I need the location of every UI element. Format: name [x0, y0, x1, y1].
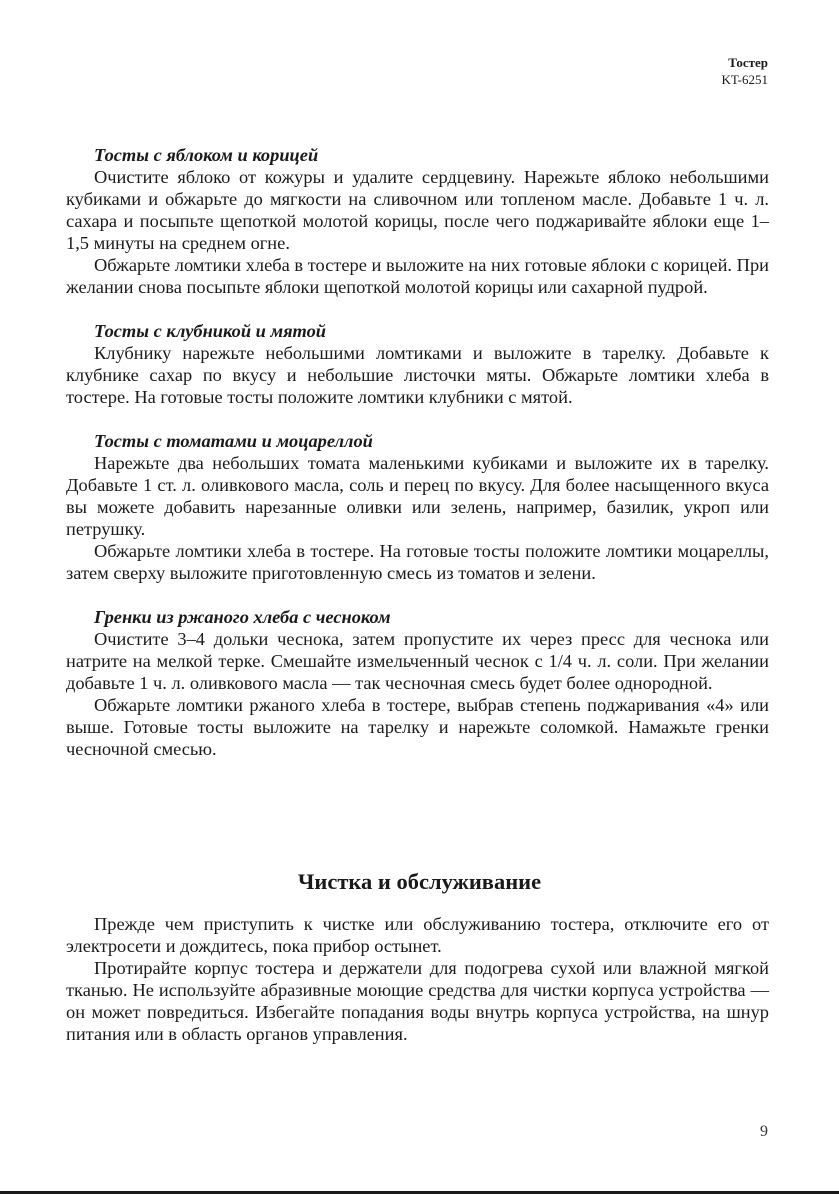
page-header [722, 54, 768, 88]
recipe-paragraph: Обжарьте ломтики хлеба в тостере. На готовые тосты положите ломтики моцареллы, затем сверху выложите приготовленную смесь из томатов и зелени. [66, 541, 769, 583]
section-paragraph: Протирайте корпус тостера и держатели для подогрева сухой или влажной мягкой тканью. Не используйте абразивные моющие средства для чистки корпуса устройства — он может повредиться. Избегайте попадания воды внутрь корпуса устройства, на шнур питания или в область органов управления. [66, 958, 769, 1044]
page-number: 9 [760, 1123, 768, 1140]
section-paragraph: Прежде чем приступить к чистке или обслуживанию тостера, отключите его от электросети и дождитесь, пока прибор остынет. [66, 914, 769, 956]
recipe-rye-garlic-croutons [66, 606, 769, 760]
recipe-strawberry-mint [66, 320, 769, 408]
recipe-title: Тосты с клубникой и мятой [94, 321, 327, 341]
recipe-paragraph: Нарежьте два небольших томата маленькими кубиками и выложите их в тарелку. Добавьте 1 ст. л. оливкового масла, соль и перец по вкусу. Для более насыщенного вкуса вы можете добавить нарезанные оливки или зелень, например, базилик, укроп или петрушку. [66, 453, 769, 539]
recipe-apple-cinnamon [66, 144, 769, 298]
recipe-title: Гренки из ржаного хлеба с чесноком [94, 607, 391, 627]
recipe-title: Тосты с яблоком и корицей [94, 145, 319, 165]
header-model-number: KT-6251 [721, 72, 768, 87]
recipe-tomato-mozzarella [66, 430, 769, 584]
header-product-name: Тостер [728, 55, 768, 70]
recipe-paragraph: Очистите 3–4 дольки чеснока, затем пропустите их через пресс для чеснока или натрите на мелкой терке. Смешайте измельченный чеснок с 1/4 ч. л. соли. При желании добавьте 1 ч. л. оливкового масла — так чесночная смесь будет более однородной. [66, 629, 769, 693]
section-title: Чистка и обслуживание [297, 869, 542, 894]
recipe-paragraph: Клубнику нарежьте небольшими ломтиками и выложите в тарелку. Добавьте к клубнике сахар по вкусу и небольшие листочки мяты. Обжарьте ломтики хлеба в тостере. На готовые тосты положите ломтики клубники с мятой. [66, 343, 769, 407]
cleaning-section [66, 913, 769, 1045]
recipe-title: Тосты с томатами и моцареллой [94, 431, 373, 451]
recipes-section [66, 144, 769, 782]
recipe-paragraph: Обжарьте ломтики ржаного хлеба в тостере, выбрав степень поджаривания «4» или выше. Готовые тосты выложите на тарелку и нарежьте соломкой. Намажьте гренки чесночной смесью. [66, 695, 769, 759]
recipe-paragraph: Обжарьте ломтики хлеба в тостере и выложите на них готовые яблоки с корицей. При желании снова посыпьте яблоки щепоткой молотой корицы или сахарной пудрой. [66, 255, 769, 297]
recipe-paragraph: Очистите яблоко от кожуры и удалите сердцевину. Нарежьте яблоко небольшими кубиками и обжарьте до мягкости на сливочном или топленом масле. Добавьте 1 ч. л. сахара и посыпьте щепоткой молотой корицы, после чего поджаривайте яблоки еще 1–1,5 минуты на среднем огне. [66, 167, 769, 253]
